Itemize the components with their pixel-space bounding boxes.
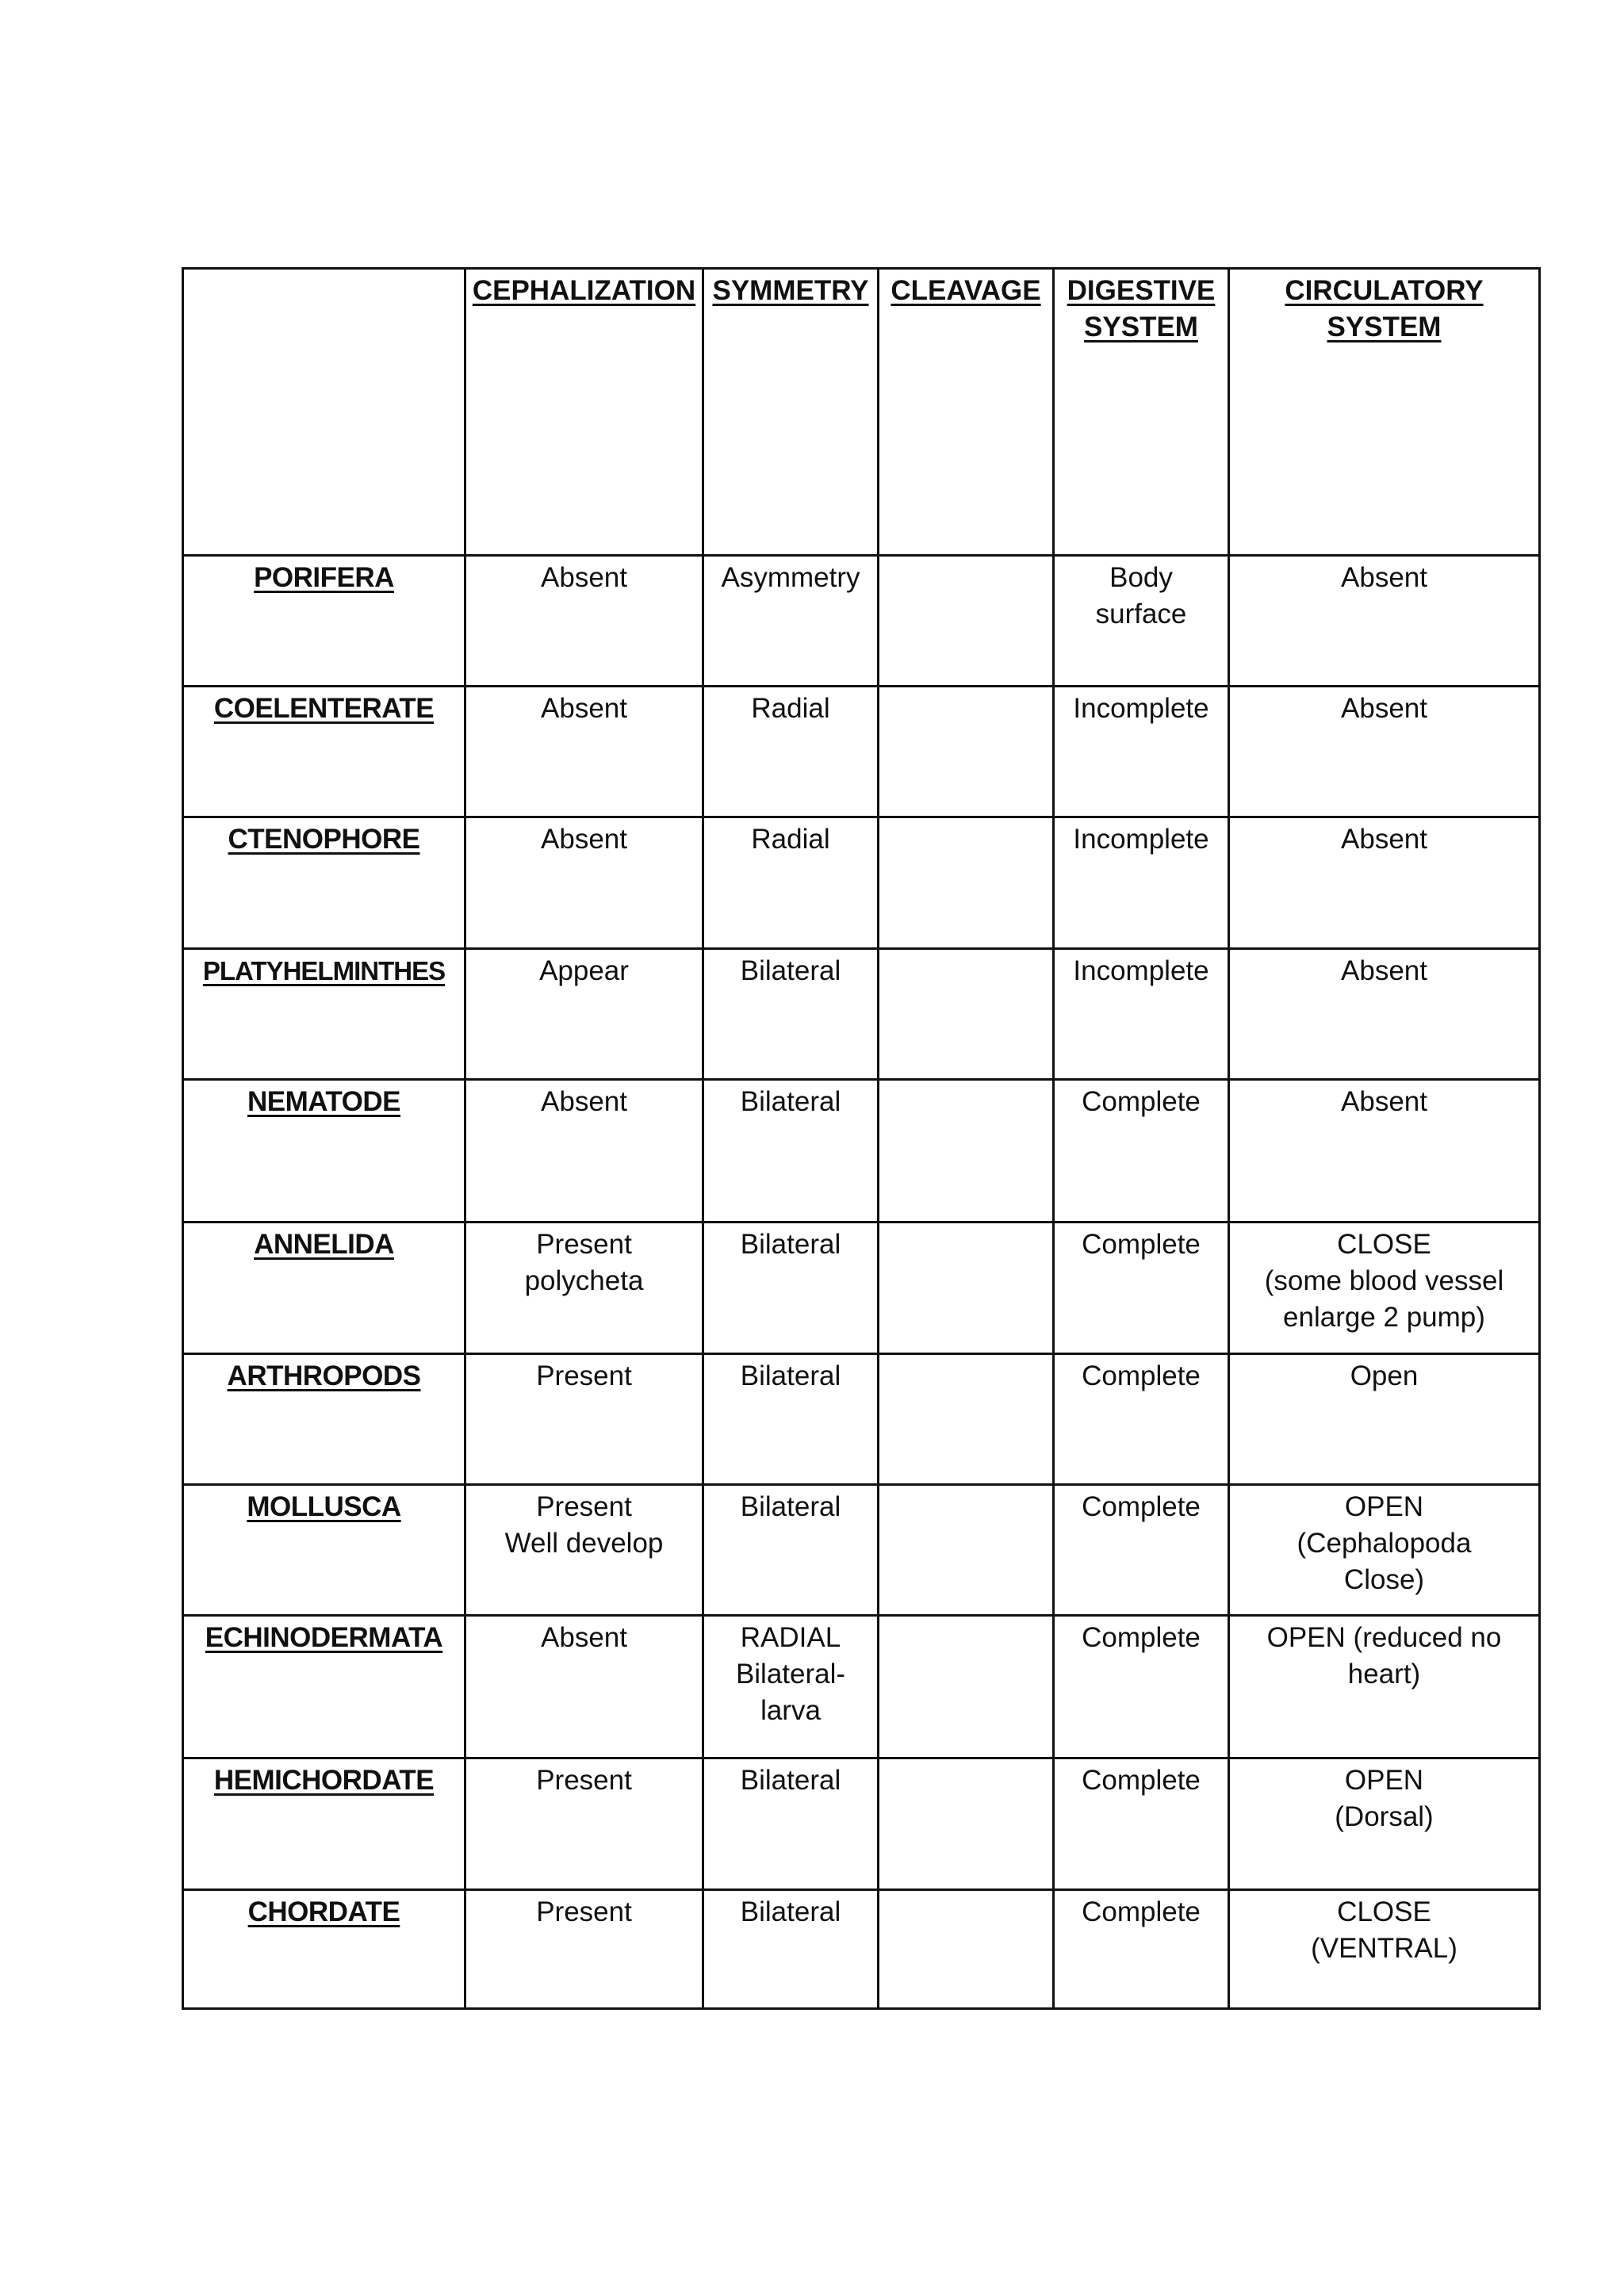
symmetry-cell: Bilateral — [703, 1080, 879, 1223]
cleavage-cell — [879, 1080, 1054, 1223]
cleavage-cell — [879, 556, 1054, 687]
header-symmetry: SYMMETRY — [703, 269, 879, 556]
digestive-cell: Complete — [1054, 1616, 1229, 1758]
phylum-name: HEMICHORDATE — [183, 1758, 465, 1890]
table-row — [183, 1080, 1540, 1223]
phylum-name: ECHINODERMATA — [183, 1616, 465, 1758]
phylum-comparison-table — [182, 267, 1541, 2010]
header-cephalization: CEPHALIZATION — [465, 269, 703, 556]
cephalization-cell: Absent — [465, 817, 703, 949]
digestive-cell: Complete — [1054, 1354, 1229, 1485]
cephalization-cell: Present Well develop — [465, 1485, 703, 1616]
symmetry-cell: Bilateral — [703, 1354, 879, 1485]
phylum-name: CTENOPHORE — [183, 817, 465, 949]
digestive-cell: Incomplete — [1054, 687, 1229, 817]
cephalization-cell: Present polycheta — [465, 1223, 703, 1354]
circulatory-cell: Absent — [1229, 1080, 1540, 1223]
cleavage-cell — [879, 1223, 1054, 1354]
header-circulatory-system: CIRCULATORY SYSTEM — [1229, 269, 1540, 556]
cephalization-cell: Appear — [465, 949, 703, 1080]
table-row — [183, 1616, 1540, 1758]
phylum-name: CHORDATE — [183, 1890, 465, 2009]
table-row — [183, 1890, 1540, 2009]
cephalization-cell: Absent — [465, 1080, 703, 1223]
table-row — [183, 1354, 1540, 1485]
table-row — [183, 949, 1540, 1080]
table-row — [183, 817, 1540, 949]
header-cleavage: CLEAVAGE — [879, 269, 1054, 556]
cephalization-cell: Present — [465, 1758, 703, 1890]
cephalization-cell: Absent — [465, 687, 703, 817]
circulatory-cell: Open — [1229, 1354, 1540, 1485]
circulatory-cell: OPEN (Dorsal) — [1229, 1758, 1540, 1890]
table-row — [183, 556, 1540, 687]
circulatory-cell: Absent — [1229, 817, 1540, 949]
cleavage-cell — [879, 1485, 1054, 1616]
circulatory-cell: CLOSE (VENTRAL) — [1229, 1890, 1540, 2009]
phylum-name: PORIFERA — [183, 556, 465, 687]
header-row — [183, 269, 1540, 556]
phylum-name: MOLLUSCA — [183, 1485, 465, 1616]
digestive-cell: Incomplete — [1054, 949, 1229, 1080]
cephalization-cell: Present — [465, 1354, 703, 1485]
circulatory-cell: CLOSE (some blood vessel enlarge 2 pump) — [1229, 1223, 1540, 1354]
cephalization-cell: Absent — [465, 556, 703, 687]
cephalization-cell: Present — [465, 1890, 703, 2009]
cleavage-cell — [879, 1616, 1054, 1758]
cleavage-cell — [879, 1890, 1054, 2009]
header-corner-cell — [183, 269, 465, 556]
symmetry-cell: Asymmetry — [703, 556, 879, 687]
digestive-cell: Complete — [1054, 1758, 1229, 1890]
phylum-name: ARTHROPODS — [183, 1354, 465, 1485]
cleavage-cell — [879, 817, 1054, 949]
phylum-name: PLATYHELMINTHES — [183, 949, 465, 1080]
table-row — [183, 1485, 1540, 1616]
cleavage-cell — [879, 949, 1054, 1080]
digestive-cell: Complete — [1054, 1485, 1229, 1616]
digestive-cell: Incomplete — [1054, 817, 1229, 949]
cleavage-cell — [879, 687, 1054, 817]
phylum-name: COELENTERATE — [183, 687, 465, 817]
table-row — [183, 1223, 1540, 1354]
symmetry-cell: Bilateral — [703, 1758, 879, 1890]
symmetry-cell: Radial — [703, 817, 879, 949]
circulatory-cell: OPEN (reduced no heart) — [1229, 1616, 1540, 1758]
phylum-name: NEMATODE — [183, 1080, 465, 1223]
circulatory-cell: Absent — [1229, 556, 1540, 687]
circulatory-cell: Absent — [1229, 687, 1540, 817]
symmetry-cell: Bilateral — [703, 1485, 879, 1616]
digestive-cell: Complete — [1054, 1223, 1229, 1354]
header-digestive-system: DIGESTIVE SYSTEM — [1054, 269, 1229, 556]
table-row — [183, 687, 1540, 817]
circulatory-cell: OPEN (Cephalopoda Close) — [1229, 1485, 1540, 1616]
symmetry-cell: Radial — [703, 687, 879, 817]
table-row — [183, 1758, 1540, 1890]
digestive-cell: Complete — [1054, 1890, 1229, 2009]
digestive-cell: Body surface — [1054, 556, 1229, 687]
symmetry-cell: RADIAL Bilateral- larva — [703, 1616, 879, 1758]
digestive-cell: Complete — [1054, 1080, 1229, 1223]
symmetry-cell: Bilateral — [703, 1890, 879, 2009]
circulatory-cell: Absent — [1229, 949, 1540, 1080]
cephalization-cell: Absent — [465, 1616, 703, 1758]
cleavage-cell — [879, 1354, 1054, 1485]
symmetry-cell: Bilateral — [703, 949, 879, 1080]
cleavage-cell — [879, 1758, 1054, 1890]
symmetry-cell: Bilateral — [703, 1223, 879, 1354]
phylum-name: ANNELIDA — [183, 1223, 465, 1354]
